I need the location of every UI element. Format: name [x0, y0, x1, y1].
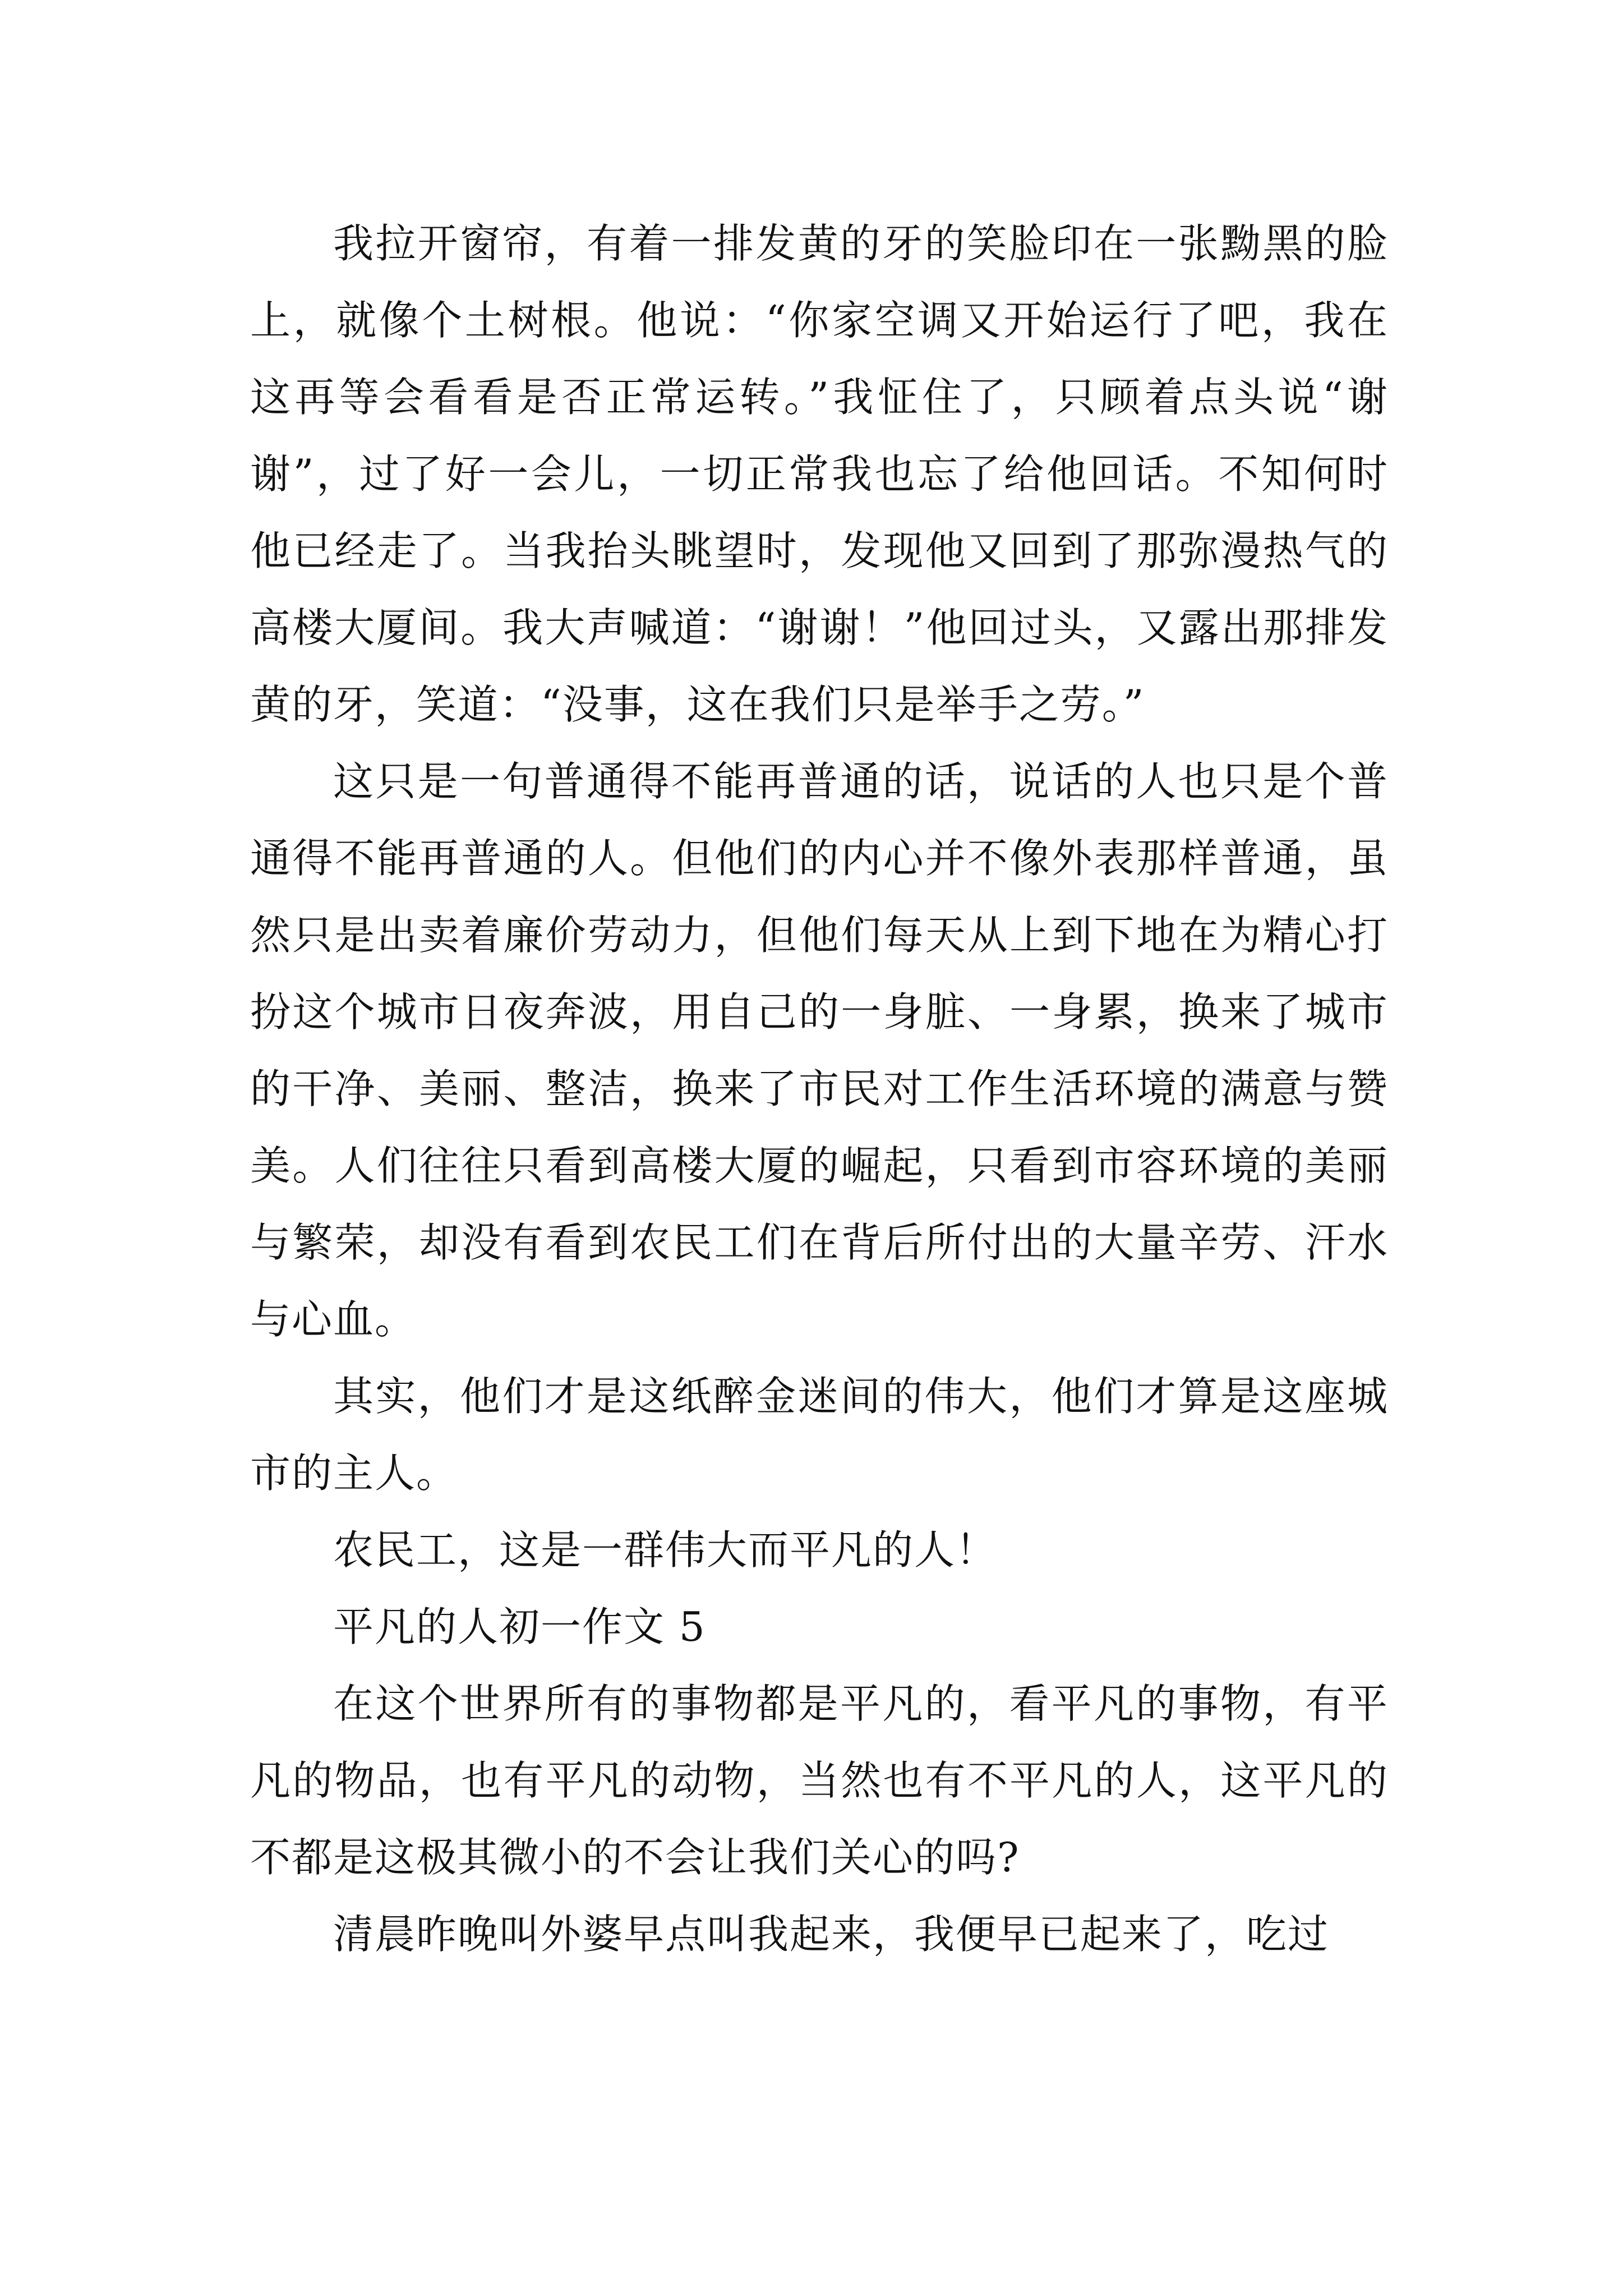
paragraph: 在这个世界所有的事物都是平凡的，看平凡的事物，有平凡的物品，也有平凡的动物，当然也有不平凡的人，这平凡的不都是这极其微小的不会让我们关心的吗? [250, 1680, 1389, 1881]
paragraph: 农民工，这是一群伟大而平凡的人！ [333, 1526, 998, 1573]
paragraph: 我拉开窗帘，有着一排发黄的牙的笑脸印在一张黝黑的脸上，就像个土树根。他说：“你家空调又开始运行了吧，我在这再等会看看是否正常运转。”我怔住了，只顾着点头说“谢谢”，过了好一会儿，一切正常我也忘了给他回话。不知何时他已经走了。当我抬头眺望时，发现他又回到了那弥漫热气的高楼大厦间。我大声喊道：“谢谢！”他回过头，又露出那排发黄的牙，笑道：“没事，这在我们只是举手之劳。” [250, 220, 1389, 728]
document-body [250, 205, 1389, 1973]
paragraph: 这只是一句普通得不能再普通的话，说话的人也只是个普通得不能再普通的人。但他们的内心并不像外表那样普通，虽然只是出卖着廉价劳动力，但他们每天从上到下地在为精心打扮这个城市日夜奔波，用自己的一身脏、一身累，换来了城市的干净、美丽、整洁，换来了市民对工作生活环境的满意与赞美。人们往往只看到高楼大厦的崛起，只看到市容环境的美丽与繁荣，却没有看到农民工们在背后所付出的大量辛劳、汗水与心血。 [250, 758, 1389, 1343]
paragraph: 其实，他们才是这纸醉金迷间的伟大，他们才算是这座城市的主人。 [250, 1373, 1389, 1497]
section-heading: 平凡的人初一作文 5 [333, 1603, 706, 1650]
paragraph: 清晨昨晚叫外婆早点叫我起来，我便早已起来了，吃过 [333, 1911, 1330, 1958]
